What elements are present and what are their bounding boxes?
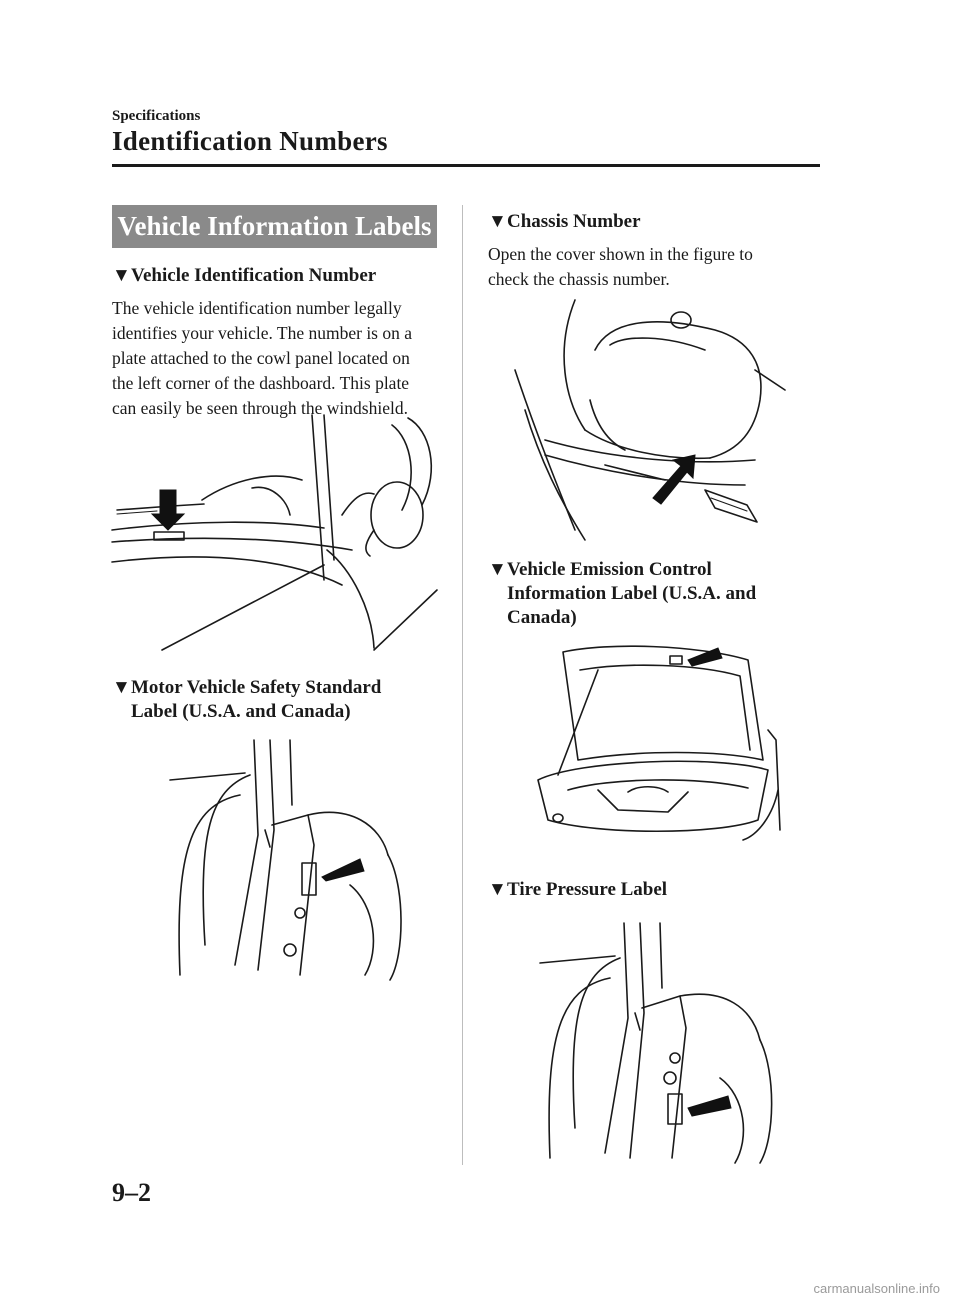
triangle-marker-icon: ▼	[112, 677, 131, 698]
paragraph-line: plate attached to the cowl panel located on	[112, 348, 410, 368]
emission-heading-line: Information Label (U.S.A. and	[507, 583, 757, 604]
triangle-marker-icon: ▼	[488, 211, 507, 232]
page-number: 9–2	[112, 1178, 151, 1207]
paragraph-line: the left corner of the dashboard. This plate	[112, 373, 410, 393]
tire-pressure-label-figure	[520, 918, 790, 1163]
triangle-marker-icon: ▼	[488, 879, 507, 900]
paragraph-line: identifies your vehicle. The number is on a	[112, 323, 413, 343]
tire-heading-text: Tire Pressure Label	[507, 879, 668, 900]
title-rule	[112, 164, 820, 167]
mvss-heading-line: Motor Vehicle Safety Standard	[131, 677, 382, 698]
vin-heading	[112, 264, 376, 288]
section-kicker: Specifications	[112, 108, 201, 124]
emission-heading	[488, 558, 756, 630]
watermark: carmanualsonline.info	[813, 1281, 940, 1296]
mvss-heading	[112, 676, 381, 724]
chassis-number-figure	[515, 290, 795, 540]
page-title: Identification Numbers	[112, 126, 388, 156]
vin-paragraph	[112, 296, 412, 421]
mvss-label-figure	[150, 735, 420, 980]
section-banner: Vehicle Information Labels	[112, 205, 437, 248]
triangle-marker-icon: ▼	[112, 265, 131, 286]
triangle-marker-icon: ▼	[488, 559, 507, 580]
chassis-heading	[488, 210, 641, 234]
vin-plate-figure	[112, 410, 442, 660]
column-divider	[462, 205, 463, 1165]
mvss-heading-line: Label (U.S.A. and Canada)	[131, 701, 351, 722]
paragraph-line: check the chassis number.	[488, 269, 670, 289]
tire-heading	[488, 878, 667, 902]
paragraph-line: can easily be seen through the windshield.	[112, 398, 408, 418]
chassis-heading-text: Chassis Number	[507, 211, 641, 232]
emission-heading-line: Vehicle Emission Control	[507, 559, 712, 580]
paragraph-line: The vehicle identification number legally	[112, 298, 402, 318]
emission-label-figure	[518, 640, 788, 840]
vin-heading-text: Vehicle Identification Number	[131, 265, 377, 286]
chassis-paragraph	[488, 242, 753, 292]
paragraph-line: Open the cover shown in the figure to	[488, 244, 753, 264]
emission-heading-line: Canada)	[507, 607, 577, 628]
